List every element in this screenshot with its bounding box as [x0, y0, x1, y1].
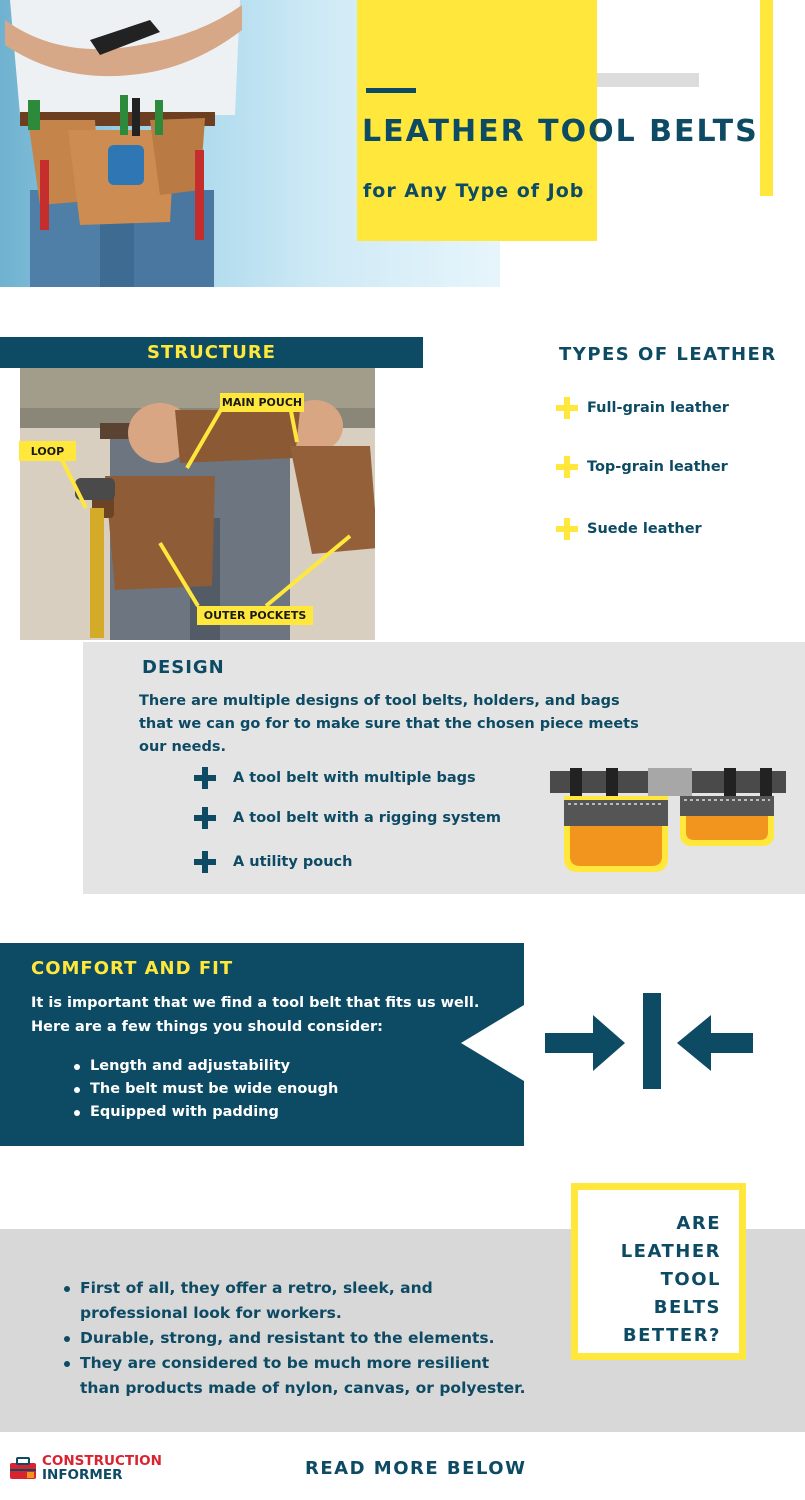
brand-logo-line2: INFORMER — [42, 1467, 123, 1483]
read-more-link[interactable]: READ MORE BELOW — [305, 1458, 527, 1479]
plus-icon — [556, 397, 578, 419]
callout-outer-pockets: OUTER POCKETS — [197, 606, 313, 625]
plus-icon — [194, 807, 216, 829]
callout-loop: LOOP — [19, 441, 76, 461]
hero-yellow-line — [760, 0, 773, 196]
leather-type-label: Top-grain leather — [587, 459, 728, 475]
list-item: Equipped with padding — [72, 1101, 338, 1124]
list-item: They are considered to be much more resilient than products made of nylon, canvas, or polyester. — [62, 1351, 532, 1401]
list-item — [194, 767, 476, 789]
question-line: LEATHER — [620, 1241, 721, 1262]
list-item: The belt must be wide enough — [72, 1078, 338, 1101]
fit-arrows-illustration — [545, 993, 755, 1095]
tool-belt-icon — [548, 766, 788, 876]
comfort-list — [72, 1055, 338, 1124]
toolbox-icon — [8, 1455, 38, 1481]
design-option-label: A utility pouch — [233, 854, 353, 870]
comfort-description: It is important that we find a tool belt that fits us well. Here are a few things you should consider: — [31, 995, 480, 1035]
question-line: ARE — [676, 1213, 721, 1234]
plus-icon — [194, 851, 216, 873]
plus-icon — [194, 767, 216, 789]
brand-logo-line1: CONSTRUCTION — [42, 1453, 162, 1469]
leather-type-label: Suede leather — [587, 521, 702, 537]
tool-belt-illustration — [548, 766, 788, 880]
design-heading: DESIGN — [142, 657, 225, 678]
list-item — [556, 397, 729, 419]
design-option-label: A tool belt with a rigging system — [233, 810, 501, 826]
leather-type-label: Full-grain leather — [587, 400, 729, 416]
brand-logo-text — [42, 1454, 162, 1482]
design-description: There are multiple designs of tool belts, holders, and bags that we can go for to make sure that the chosen piece meets our needs. — [139, 693, 639, 755]
question-line: BETTER? — [622, 1325, 721, 1346]
page-subtitle: for Any Type of Job — [363, 180, 585, 202]
design-option-label: A tool belt with multiple bags — [233, 770, 476, 786]
list-item: Length and adjustability — [72, 1055, 338, 1078]
callout-main-pouch: MAIN POUCH — [220, 393, 304, 412]
hero-accent-dash — [366, 88, 416, 93]
list-item: First of all, they offer a retro, sleek, and professional look for workers. — [62, 1276, 532, 1326]
structure-photo — [20, 368, 375, 640]
plus-icon — [556, 456, 578, 478]
list-item: Durable, strong, and resistant to the elements. — [62, 1326, 532, 1351]
list-item — [194, 807, 501, 829]
brand-logo[interactable] — [8, 1454, 162, 1482]
hero-gray-bar — [597, 73, 699, 87]
question-heading — [578, 1210, 721, 1350]
page-title: LEATHER TOOL BELTS — [362, 114, 759, 149]
benefits-list — [62, 1276, 532, 1401]
compress-arrows-icon — [545, 993, 755, 1091]
question-line: BELTS — [653, 1297, 721, 1318]
types-heading: TYPES OF LEATHER — [559, 344, 777, 365]
tool-belt-structure-photo — [20, 368, 375, 640]
list-item — [556, 456, 728, 478]
structure-heading: STRUCTURE — [0, 337, 423, 368]
list-item — [556, 518, 702, 540]
plus-icon — [556, 518, 578, 540]
question-line: TOOL — [660, 1269, 721, 1290]
list-item — [194, 851, 352, 873]
comfort-heading: COMFORT AND FIT — [31, 958, 234, 979]
